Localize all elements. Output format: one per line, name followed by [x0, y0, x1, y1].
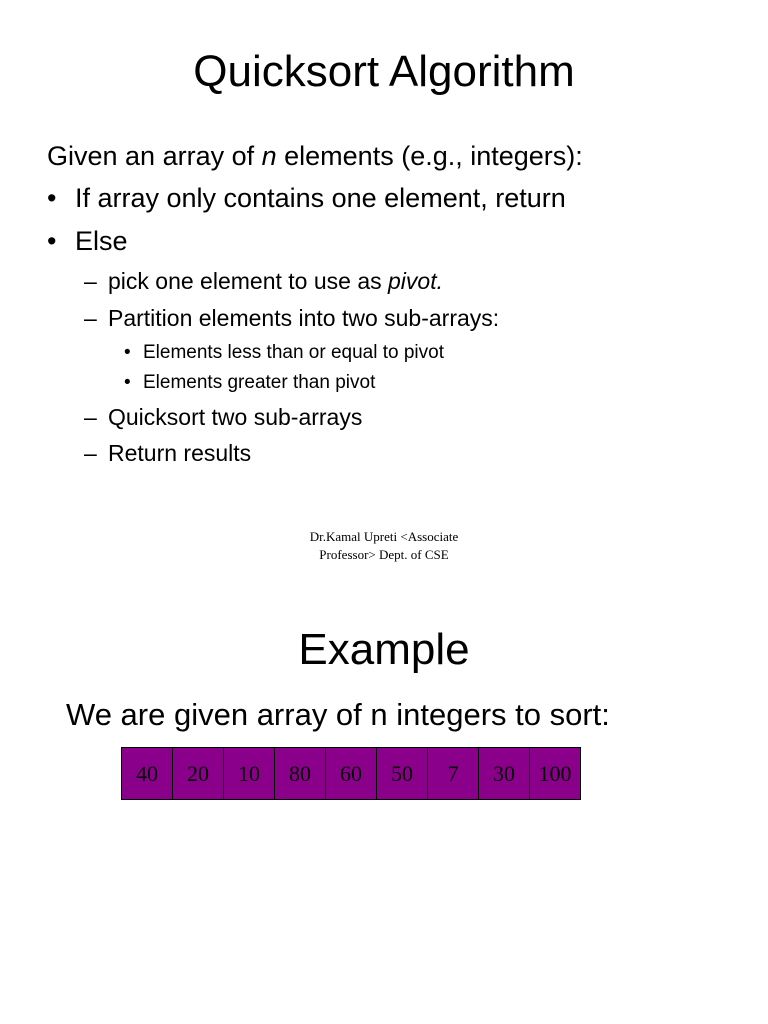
sub-item-4: Return results	[108, 440, 252, 466]
pivot-emphasis: pivot.	[388, 268, 443, 294]
sub-item-2: Partition elements into two sub-arrays:	[108, 305, 500, 331]
footer-line-2: Professor> Dept. of CSE	[319, 547, 449, 562]
integer-array	[121, 747, 581, 800]
bullet-icon: •	[124, 372, 131, 393]
list-item	[47, 185, 56, 212]
sub-item-3: Quicksort two sub-arrays	[108, 404, 363, 430]
array-cell: 80	[275, 747, 326, 800]
dash-icon: –	[84, 404, 97, 430]
array-cell: 7	[428, 747, 479, 800]
footer-line-1: Dr.Kamal Upreti <Associate	[309, 529, 459, 544]
array-cell: 40	[122, 747, 173, 800]
dash-icon: –	[84, 268, 97, 294]
bullet-icon: •	[47, 183, 57, 213]
bullet-icon: •	[124, 342, 131, 363]
bullet-icon: •	[47, 226, 57, 256]
intro-suffix: elements (e.g., integers):	[276, 141, 583, 171]
intro-variable: n	[261, 141, 277, 171]
bullet-2-text: Else	[75, 226, 128, 256]
slide-footer	[0, 528, 768, 564]
slide-title: Quicksort Algorithm	[193, 47, 575, 96]
array-cell: 10	[224, 747, 275, 800]
sub-sub-item-2: Elements greater than pivot	[143, 372, 376, 393]
list-item	[47, 228, 56, 255]
array-cell: 60	[326, 747, 377, 800]
array-cell: 50	[377, 747, 428, 800]
sub-item-1-text: pick one element to use as	[108, 268, 388, 294]
sub-item-1	[108, 270, 443, 293]
intro-text	[47, 143, 583, 170]
array-cell: 100	[530, 747, 581, 800]
slide-subtitle: We are given array of n integers to sort:	[66, 697, 610, 732]
sub-sub-item-1: Elements less than or equal to pivot	[143, 342, 445, 363]
slide-title: Example	[298, 625, 470, 674]
dash-icon: –	[84, 305, 97, 331]
array-cell: 30	[479, 747, 530, 800]
intro-prefix: Given an array of	[47, 141, 262, 171]
array-cell: 20	[173, 747, 224, 800]
dash-icon: –	[84, 440, 97, 466]
bullet-1-text: If array only contains one element, return	[75, 183, 566, 213]
